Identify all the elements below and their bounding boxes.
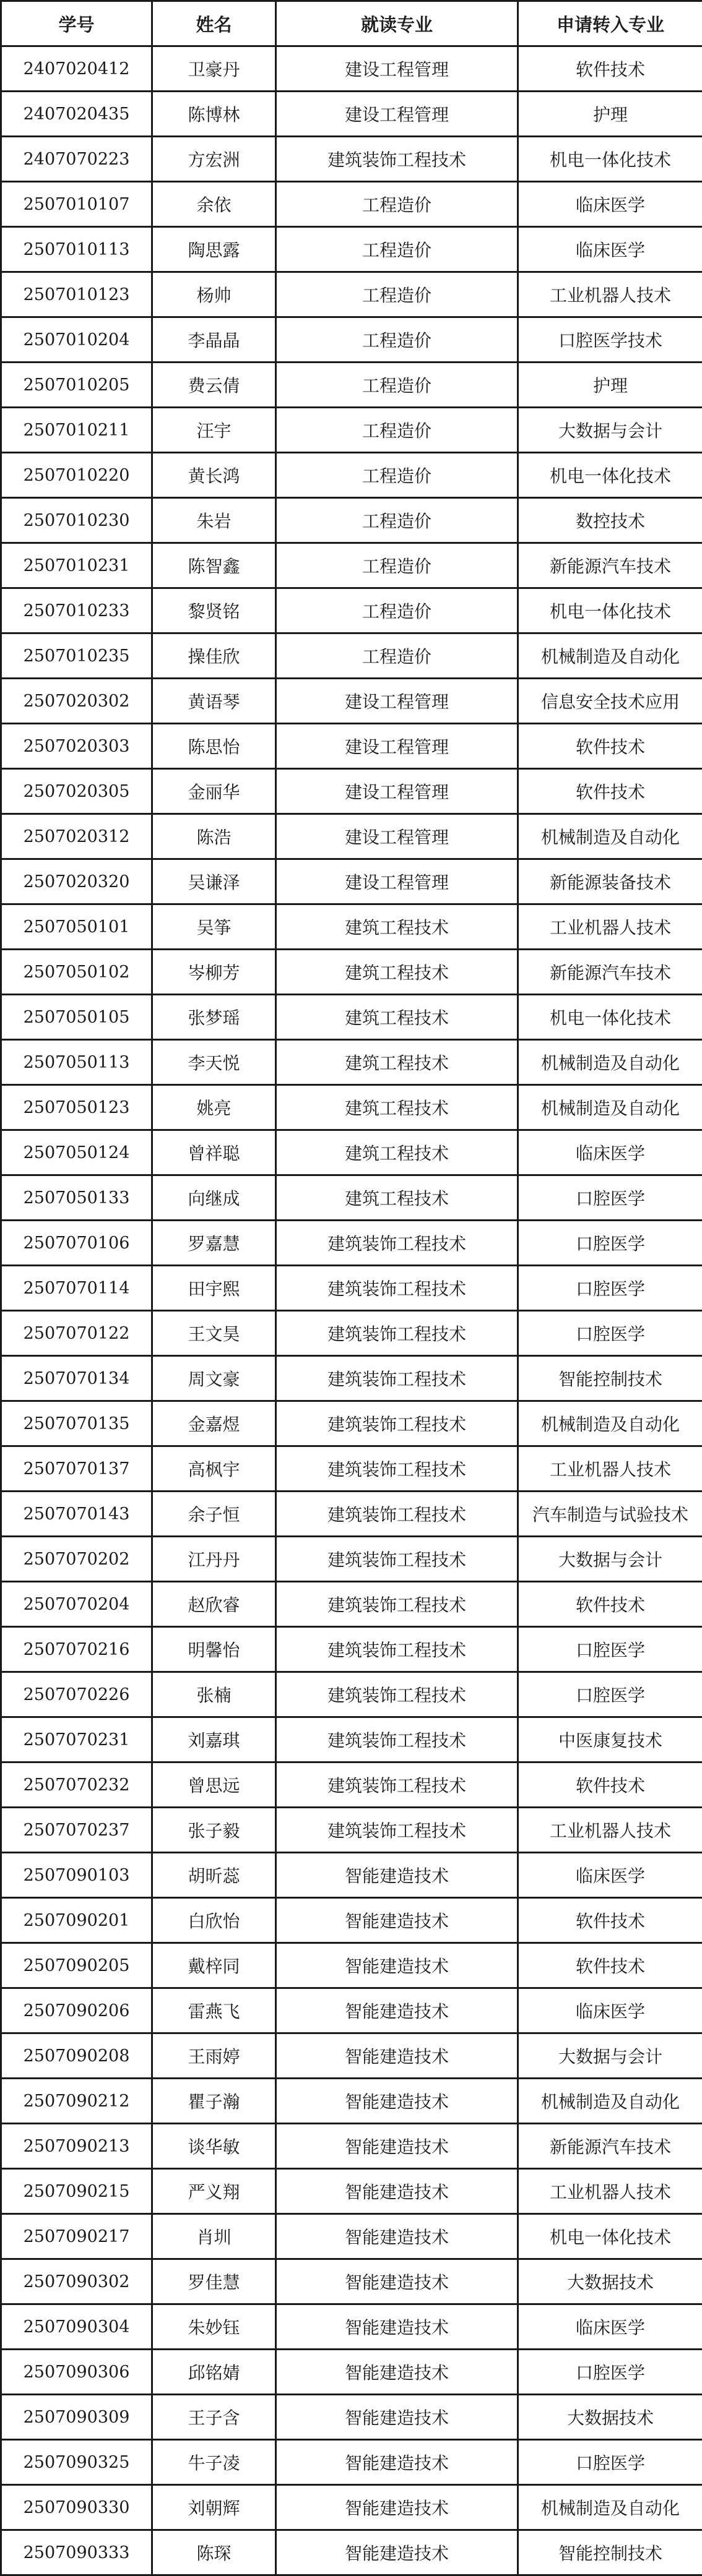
cell-name: 李天悦: [152, 1040, 276, 1085]
cell-name: 谈华敏: [152, 2124, 276, 2169]
cell-name: 岑柳芳: [152, 950, 276, 995]
cell-current-major: 建筑工程技术: [276, 995, 518, 1040]
table-row: [1, 1130, 702, 1175]
table-row: [1, 498, 702, 543]
table-row: [1, 46, 702, 92]
table-row: [1, 363, 702, 408]
cell-target-major: 信息安全技术应用: [518, 679, 702, 724]
cell-target-major: 口腔医学: [518, 1311, 702, 1356]
cell-current-major: 建筑装饰工程技术: [276, 1401, 518, 1446]
cell-name: 高枫宇: [152, 1446, 276, 1492]
cell-student-id: 2507070232: [1, 1762, 152, 1808]
table-row: [1, 1808, 702, 1853]
cell-name: 陈琛: [152, 2530, 276, 2575]
cell-student-id: 2407020412: [1, 46, 152, 92]
table-row: [1, 543, 702, 588]
table-row: [1, 1898, 702, 1943]
cell-current-major: 智能建造技术: [276, 1898, 518, 1943]
cell-current-major: 智能建造技术: [276, 1988, 518, 2033]
cell-student-id: 2407070223: [1, 137, 152, 182]
table-row: [1, 1492, 702, 1537]
cell-name: 杨帅: [152, 272, 276, 317]
cell-name: 陶思露: [152, 227, 276, 272]
cell-name: 黄长鸿: [152, 453, 276, 498]
table-row: [1, 814, 702, 859]
cell-student-id: 2507070226: [1, 1672, 152, 1717]
cell-name: 刘嘉琪: [152, 1717, 276, 1762]
cell-student-id: 2507070143: [1, 1492, 152, 1537]
cell-name: 明馨怡: [152, 1627, 276, 1672]
table-row: [1, 1762, 702, 1808]
cell-name: 王雨婷: [152, 2033, 276, 2079]
cell-student-id: 2507050133: [1, 1175, 152, 1221]
table-row: [1, 679, 702, 724]
cell-target-major: 口腔医学: [518, 1672, 702, 1717]
table-row: [1, 2214, 702, 2259]
cell-student-id: 2507090215: [1, 2169, 152, 2214]
cell-name: 周文豪: [152, 1356, 276, 1401]
table-row: [1, 2440, 702, 2485]
cell-current-major: 工程造价: [276, 543, 518, 588]
cell-current-major: 工程造价: [276, 272, 518, 317]
cell-target-major: 智能控制技术: [518, 2530, 702, 2575]
cell-student-id: 2507090304: [1, 2304, 152, 2350]
cell-student-id: 2507070106: [1, 1221, 152, 1266]
cell-current-major: 智能建造技术: [276, 2485, 518, 2530]
cell-target-major: 软件技术: [518, 1943, 702, 1988]
cell-student-id: 2507020312: [1, 814, 152, 859]
table-row: [1, 453, 702, 498]
cell-target-major: 机电一体化技术: [518, 2214, 702, 2259]
table-row: [1, 633, 702, 679]
table-row: [1, 1943, 702, 1988]
table-row: [1, 227, 702, 272]
table-row: [1, 408, 702, 453]
cell-target-major: 机电一体化技术: [518, 453, 702, 498]
cell-student-id: 2507070237: [1, 1808, 152, 1853]
cell-name: 黎贤铭: [152, 588, 276, 633]
cell-name: 吴筝: [152, 904, 276, 950]
cell-student-id: 2507090325: [1, 2440, 152, 2485]
cell-target-major: 临床医学: [518, 1988, 702, 2033]
cell-student-id: 2507070216: [1, 1627, 152, 1672]
cell-current-major: 建设工程管理: [276, 769, 518, 814]
cell-student-id: 2507090206: [1, 1988, 152, 2033]
cell-current-major: 工程造价: [276, 633, 518, 679]
cell-target-major: 口腔医学: [518, 1266, 702, 1311]
cell-name: 张梦瑶: [152, 995, 276, 1040]
cell-student-id: 2507090306: [1, 2350, 152, 2395]
cell-name: 汪宇: [152, 408, 276, 453]
table-row: [1, 995, 702, 1040]
table-row: [1, 1175, 702, 1221]
cell-student-id: 2507090330: [1, 2485, 152, 2530]
cell-current-major: 智能建造技术: [276, 2304, 518, 2350]
cell-target-major: 口腔医学: [518, 2440, 702, 2485]
table-row: [1, 2350, 702, 2395]
cell-student-id: 2507050124: [1, 1130, 152, 1175]
cell-current-major: 智能建造技术: [276, 2124, 518, 2169]
cell-target-major: 数控技术: [518, 498, 702, 543]
cell-student-id: 2507090212: [1, 2079, 152, 2124]
cell-current-major: 建筑装饰工程技术: [276, 1446, 518, 1492]
table-row: [1, 2033, 702, 2079]
header-row: [1, 1, 702, 46]
table-row: [1, 1040, 702, 1085]
table-row: [1, 1537, 702, 1582]
cell-target-major: 护理: [518, 92, 702, 137]
cell-current-major: 工程造价: [276, 227, 518, 272]
table-row: [1, 2304, 702, 2350]
cell-current-major: 工程造价: [276, 317, 518, 363]
table-row: [1, 2124, 702, 2169]
table-row: [1, 1988, 702, 2033]
cell-student-id: 2507020320: [1, 859, 152, 904]
cell-name: 余子恒: [152, 1492, 276, 1537]
cell-name: 曾思远: [152, 1762, 276, 1808]
cell-student-id: 2507070134: [1, 1356, 152, 1401]
cell-current-major: 建筑工程技术: [276, 1040, 518, 1085]
table-row: [1, 1085, 702, 1130]
cell-target-major: 工业机器人技术: [518, 272, 702, 317]
table-row: [1, 724, 702, 769]
cell-current-major: 建筑工程技术: [276, 1085, 518, 1130]
cell-target-major: 工业机器人技术: [518, 2169, 702, 2214]
cell-current-major: 建筑装饰工程技术: [276, 1672, 518, 1717]
cell-student-id: 2507090208: [1, 2033, 152, 2079]
header-name: 姓名: [152, 1, 276, 46]
cell-name: 向继成: [152, 1175, 276, 1221]
cell-student-id: 2507020305: [1, 769, 152, 814]
cell-target-major: 机械制造及自动化: [518, 633, 702, 679]
cell-current-major: 建设工程管理: [276, 46, 518, 92]
cell-target-major: 工业机器人技术: [518, 1446, 702, 1492]
table-row: [1, 950, 702, 995]
cell-name: 吴谦泽: [152, 859, 276, 904]
cell-current-major: 智能建造技术: [276, 2259, 518, 2304]
cell-student-id: 2507050105: [1, 995, 152, 1040]
cell-target-major: 汽车制造与试验技术: [518, 1492, 702, 1537]
cell-name: 罗嘉慧: [152, 1221, 276, 1266]
cell-current-major: 建设工程管理: [276, 814, 518, 859]
cell-student-id: 2507010230: [1, 498, 152, 543]
cell-target-major: 大数据与会计: [518, 2033, 702, 2079]
cell-target-major: 临床医学: [518, 2304, 702, 2350]
cell-name: 金丽华: [152, 769, 276, 814]
cell-name: 曾祥聪: [152, 1130, 276, 1175]
cell-name: 严义翔: [152, 2169, 276, 2214]
cell-current-major: 建筑工程技术: [276, 1130, 518, 1175]
table-row: [1, 1627, 702, 1672]
cell-name: 卫豪丹: [152, 46, 276, 92]
cell-target-major: 大数据技术: [518, 2395, 702, 2440]
cell-student-id: 2507050101: [1, 904, 152, 950]
cell-name: 陈浩: [152, 814, 276, 859]
cell-student-id: 2507070135: [1, 1401, 152, 1446]
cell-target-major: 机械制造及自动化: [518, 2485, 702, 2530]
table-row: [1, 859, 702, 904]
cell-current-major: 工程造价: [276, 408, 518, 453]
cell-student-id: 2507090201: [1, 1898, 152, 1943]
cell-target-major: 机电一体化技术: [518, 137, 702, 182]
cell-student-id: 2507070204: [1, 1582, 152, 1627]
cell-target-major: 护理: [518, 363, 702, 408]
table-row: [1, 1221, 702, 1266]
table-row: [1, 92, 702, 137]
table-row: [1, 2395, 702, 2440]
cell-current-major: 智能建造技术: [276, 1853, 518, 1898]
cell-student-id: 2507010233: [1, 588, 152, 633]
cell-current-major: 工程造价: [276, 453, 518, 498]
cell-name: 陈智鑫: [152, 543, 276, 588]
cell-current-major: 建筑装饰工程技术: [276, 1266, 518, 1311]
cell-target-major: 中医康复技术: [518, 1717, 702, 1762]
cell-target-major: 软件技术: [518, 1762, 702, 1808]
cell-name: 张楠: [152, 1672, 276, 1717]
cell-student-id: 2507010220: [1, 453, 152, 498]
cell-current-major: 建筑装饰工程技术: [276, 1717, 518, 1762]
cell-target-major: 机械制造及自动化: [518, 814, 702, 859]
cell-name: 陈博林: [152, 92, 276, 137]
cell-current-major: 智能建造技术: [276, 2350, 518, 2395]
cell-student-id: 2507050113: [1, 1040, 152, 1085]
cell-student-id: 2507010205: [1, 363, 152, 408]
cell-name: 费云倩: [152, 363, 276, 408]
cell-student-id: 2507010113: [1, 227, 152, 272]
header-current-major: 就读专业: [276, 1, 518, 46]
cell-current-major: 智能建造技术: [276, 2079, 518, 2124]
cell-target-major: 口腔医学: [518, 2350, 702, 2395]
cell-name: 牛子凌: [152, 2440, 276, 2485]
header-target-major: 申请转入专业: [518, 1, 702, 46]
cell-name: 金嘉煜: [152, 1401, 276, 1446]
cell-name: 姚亮: [152, 1085, 276, 1130]
table-row: [1, 317, 702, 363]
cell-target-major: 工业机器人技术: [518, 1808, 702, 1853]
cell-name: 罗佳慧: [152, 2259, 276, 2304]
cell-current-major: 工程造价: [276, 498, 518, 543]
cell-target-major: 机械制造及自动化: [518, 1040, 702, 1085]
table-row: [1, 2485, 702, 2530]
cell-name: 白欣怡: [152, 1898, 276, 1943]
cell-name: 余依: [152, 182, 276, 227]
cell-current-major: 建筑装饰工程技术: [276, 1762, 518, 1808]
cell-student-id: 2507070114: [1, 1266, 152, 1311]
cell-current-major: 建筑工程技术: [276, 950, 518, 995]
cell-target-major: 新能源汽车技术: [518, 950, 702, 995]
cell-current-major: 智能建造技术: [276, 2169, 518, 2214]
cell-student-id: 2507070122: [1, 1311, 152, 1356]
cell-student-id: 2507070137: [1, 1446, 152, 1492]
cell-current-major: 建筑装饰工程技术: [276, 137, 518, 182]
cell-student-id: 2407020435: [1, 92, 152, 137]
cell-name: 黄语琴: [152, 679, 276, 724]
cell-current-major: 建筑装饰工程技术: [276, 1627, 518, 1672]
cell-name: 戴梓同: [152, 1943, 276, 1988]
cell-target-major: 机械制造及自动化: [518, 1401, 702, 1446]
cell-target-major: 临床医学: [518, 1130, 702, 1175]
table-row: [1, 2169, 702, 2214]
table-row: [1, 588, 702, 633]
cell-target-major: 临床医学: [518, 227, 702, 272]
table-row: [1, 1446, 702, 1492]
cell-current-major: 建筑工程技术: [276, 904, 518, 950]
cell-name: 胡昕蕊: [152, 1853, 276, 1898]
cell-name: 江丹丹: [152, 1537, 276, 1582]
cell-name: 赵欣睿: [152, 1582, 276, 1627]
cell-name: 朱妙钰: [152, 2304, 276, 2350]
cell-student-id: 2507010211: [1, 408, 152, 453]
cell-current-major: 建筑装饰工程技术: [276, 1537, 518, 1582]
cell-current-major: 建筑装饰工程技术: [276, 1356, 518, 1401]
cell-target-major: 机械制造及自动化: [518, 2079, 702, 2124]
cell-student-id: 2507090213: [1, 2124, 152, 2169]
cell-current-major: 建设工程管理: [276, 724, 518, 769]
cell-student-id: 2507070202: [1, 1537, 152, 1582]
table-row: [1, 1311, 702, 1356]
cell-current-major: 建筑装饰工程技术: [276, 1311, 518, 1356]
cell-name: 王子含: [152, 2395, 276, 2440]
cell-target-major: 口腔医学: [518, 1627, 702, 1672]
cell-target-major: 新能源装备技术: [518, 859, 702, 904]
cell-current-major: 建筑装饰工程技术: [276, 1492, 518, 1537]
cell-current-major: 工程造价: [276, 588, 518, 633]
cell-target-major: 软件技术: [518, 1582, 702, 1627]
cell-name: 王文昊: [152, 1311, 276, 1356]
cell-target-major: 机电一体化技术: [518, 588, 702, 633]
cell-name: 田宇熙: [152, 1266, 276, 1311]
cell-target-major: 临床医学: [518, 182, 702, 227]
table-row: [1, 1582, 702, 1627]
table-row: [1, 182, 702, 227]
table-row: [1, 1672, 702, 1717]
cell-name: 刘朝辉: [152, 2485, 276, 2530]
cell-target-major: 软件技术: [518, 1898, 702, 1943]
cell-name: 陈思怡: [152, 724, 276, 769]
cell-student-id: 2507090309: [1, 2395, 152, 2440]
table-row: [1, 272, 702, 317]
cell-name: 邱铭婧: [152, 2350, 276, 2395]
table-row: [1, 1356, 702, 1401]
cell-current-major: 智能建造技术: [276, 2214, 518, 2259]
table-row: [1, 2530, 702, 2575]
cell-name: 张子毅: [152, 1808, 276, 1853]
table-row: [1, 1853, 702, 1898]
cell-student-id: 2507090333: [1, 2530, 152, 2575]
cell-target-major: 新能源汽车技术: [518, 543, 702, 588]
table-row: [1, 2259, 702, 2304]
cell-name: 瞿子瀚: [152, 2079, 276, 2124]
cell-current-major: 建筑装饰工程技术: [276, 1582, 518, 1627]
cell-current-major: 建设工程管理: [276, 859, 518, 904]
cell-current-major: 智能建造技术: [276, 2033, 518, 2079]
cell-student-id: 2507090302: [1, 2259, 152, 2304]
cell-student-id: 2507090217: [1, 2214, 152, 2259]
cell-target-major: 大数据与会计: [518, 1537, 702, 1582]
cell-student-id: 2507010123: [1, 272, 152, 317]
cell-current-major: 智能建造技术: [276, 2395, 518, 2440]
cell-target-major: 工业机器人技术: [518, 904, 702, 950]
cell-student-id: 2507090103: [1, 1853, 152, 1898]
cell-student-id: 2507090205: [1, 1943, 152, 1988]
cell-target-major: 临床医学: [518, 1853, 702, 1898]
table-row: [1, 904, 702, 950]
cell-target-major: 口腔医学: [518, 1175, 702, 1221]
cell-name: 朱岩: [152, 498, 276, 543]
header-student-id: 学号: [1, 1, 152, 46]
cell-target-major: 软件技术: [518, 46, 702, 92]
table-row: [1, 1717, 702, 1762]
cell-target-major: 大数据与会计: [518, 408, 702, 453]
cell-current-major: 工程造价: [276, 182, 518, 227]
cell-target-major: 新能源汽车技术: [518, 2124, 702, 2169]
cell-current-major: 建筑装饰工程技术: [276, 1221, 518, 1266]
table-row: [1, 1401, 702, 1446]
table-row: [1, 2079, 702, 2124]
cell-current-major: 建设工程管理: [276, 679, 518, 724]
cell-name: 操佳欣: [152, 633, 276, 679]
table-row: [1, 1266, 702, 1311]
cell-name: 李晶晶: [152, 317, 276, 363]
cell-target-major: 机电一体化技术: [518, 995, 702, 1040]
table-row: [1, 769, 702, 814]
cell-student-id: 2507050123: [1, 1085, 152, 1130]
cell-name: 雷燕飞: [152, 1988, 276, 2033]
cell-student-id: 2507050102: [1, 950, 152, 995]
cell-student-id: 2507010235: [1, 633, 152, 679]
cell-target-major: 大数据技术: [518, 2259, 702, 2304]
cell-current-major: 工程造价: [276, 363, 518, 408]
cell-target-major: 机械制造及自动化: [518, 1085, 702, 1130]
cell-student-id: 2507070231: [1, 1717, 152, 1762]
cell-current-major: 智能建造技术: [276, 2440, 518, 2485]
cell-target-major: 智能控制技术: [518, 1356, 702, 1401]
cell-target-major: 软件技术: [518, 769, 702, 814]
cell-current-major: 智能建造技术: [276, 1943, 518, 1988]
cell-target-major: 口腔医学技术: [518, 317, 702, 363]
cell-current-major: 建设工程管理: [276, 92, 518, 137]
cell-student-id: 2507010204: [1, 317, 152, 363]
cell-target-major: 软件技术: [518, 724, 702, 769]
table-row: [1, 137, 702, 182]
cell-name: 方宏洲: [152, 137, 276, 182]
cell-student-id: 2507020302: [1, 679, 152, 724]
cell-student-id: 2507010107: [1, 182, 152, 227]
cell-target-major: 口腔医学: [518, 1221, 702, 1266]
cell-name: 肖圳: [152, 2214, 276, 2259]
cell-current-major: 建筑装饰工程技术: [276, 1808, 518, 1853]
cell-student-id: 2507010231: [1, 543, 152, 588]
cell-current-major: 智能建造技术: [276, 2530, 518, 2575]
cell-current-major: 建筑工程技术: [276, 1175, 518, 1221]
cell-student-id: 2507020303: [1, 724, 152, 769]
